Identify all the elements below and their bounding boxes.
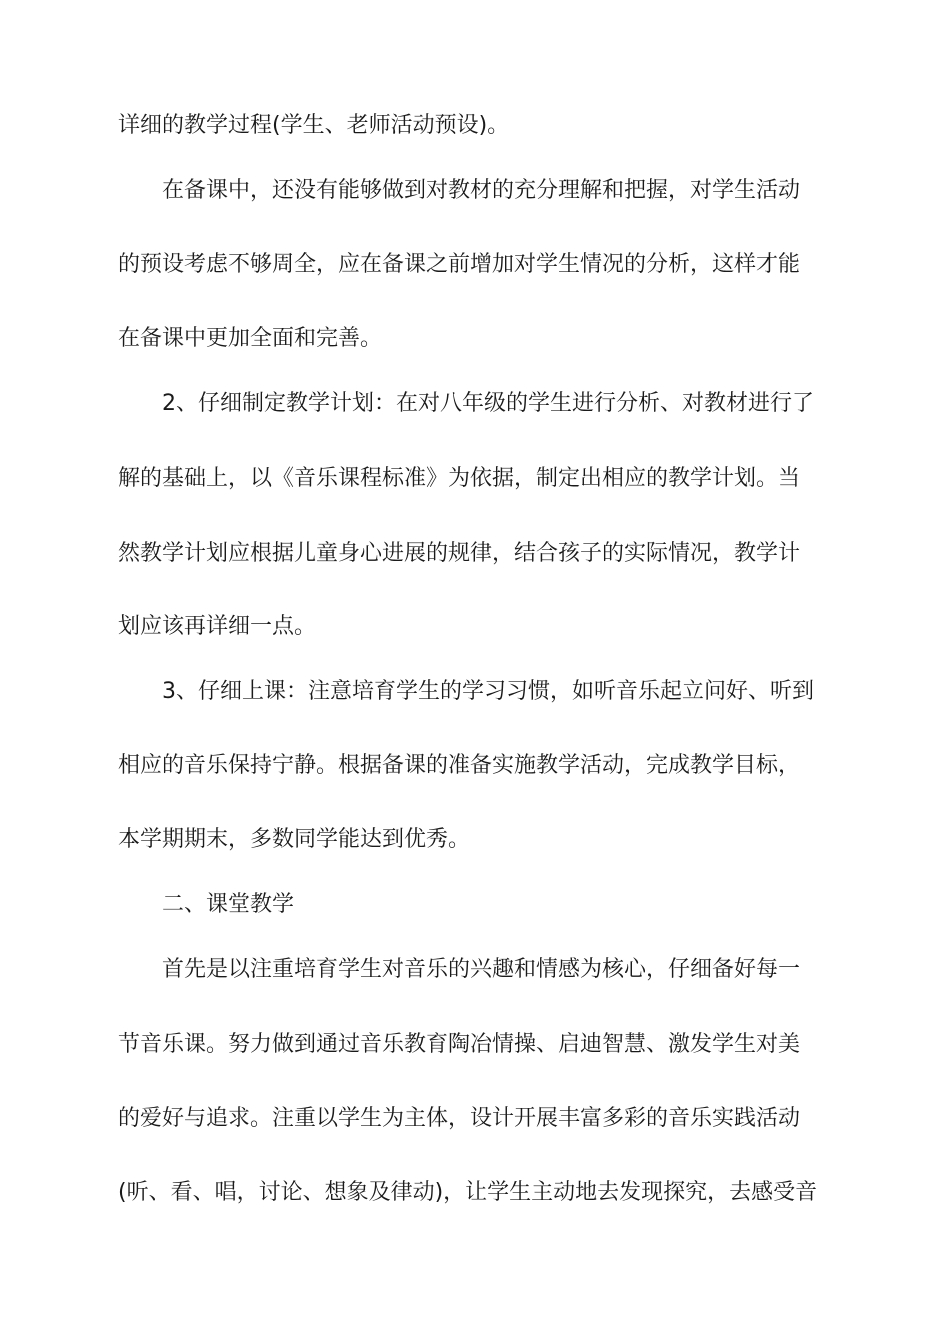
section-heading: 二、课堂教学 (162, 892, 295, 917)
text-line-8: 划应该再详细一点。 (118, 614, 317, 639)
text-line-10: 相应的音乐保持宁静。根据备课的准备实施教学活动，完成教学目标， (118, 753, 801, 778)
text-line-15: 的爱好与追求。注重以学生为主体，设计开展丰富多彩的音乐实践活动 (118, 1106, 801, 1131)
text-line-16: (听、看、唱，讨论、想象及律动)，让学生主动地去发现探究，去感受音 (118, 1180, 818, 1205)
text-line-11: 本学期期末，多数同学能达到优秀。 (118, 827, 471, 852)
text-line-6: 解的基础上，以《音乐课程标准》为依据，制定出相应的教学计划。当 (118, 466, 801, 491)
text-line-5: 2、仔细制定教学计划：在对八年级的学生进行分析、对教材进行了 (162, 391, 814, 416)
text-line-7: 然教学计划应根据儿童身心进展的规律，结合孩子的实际情况，教学计 (118, 541, 801, 566)
text-line-9: 3、仔细上课：注意培育学生的学习习惯，如听音乐起立问好、听到 (162, 679, 814, 704)
text-line-14: 节音乐课。努力做到通过音乐教育陶冶情操、启迪智慧、激发学生对美 (118, 1032, 801, 1057)
text-line-3: 的预设考虑不够周全，应在备课之前增加对学生情况的分析，这样才能 (118, 252, 801, 277)
text-line-1: 详细的教学过程(学生、老师活动预设)。 (118, 113, 510, 138)
text-line-2: 在备课中，还没有能够做到对教材的充分理解和把握，对学生活动 (162, 178, 801, 203)
text-line-4: 在备课中更加全面和完善。 (118, 326, 383, 351)
text-line-13: 首先是以注重培育学生对音乐的兴趣和情感为核心，仔细备好每一 (162, 957, 801, 982)
